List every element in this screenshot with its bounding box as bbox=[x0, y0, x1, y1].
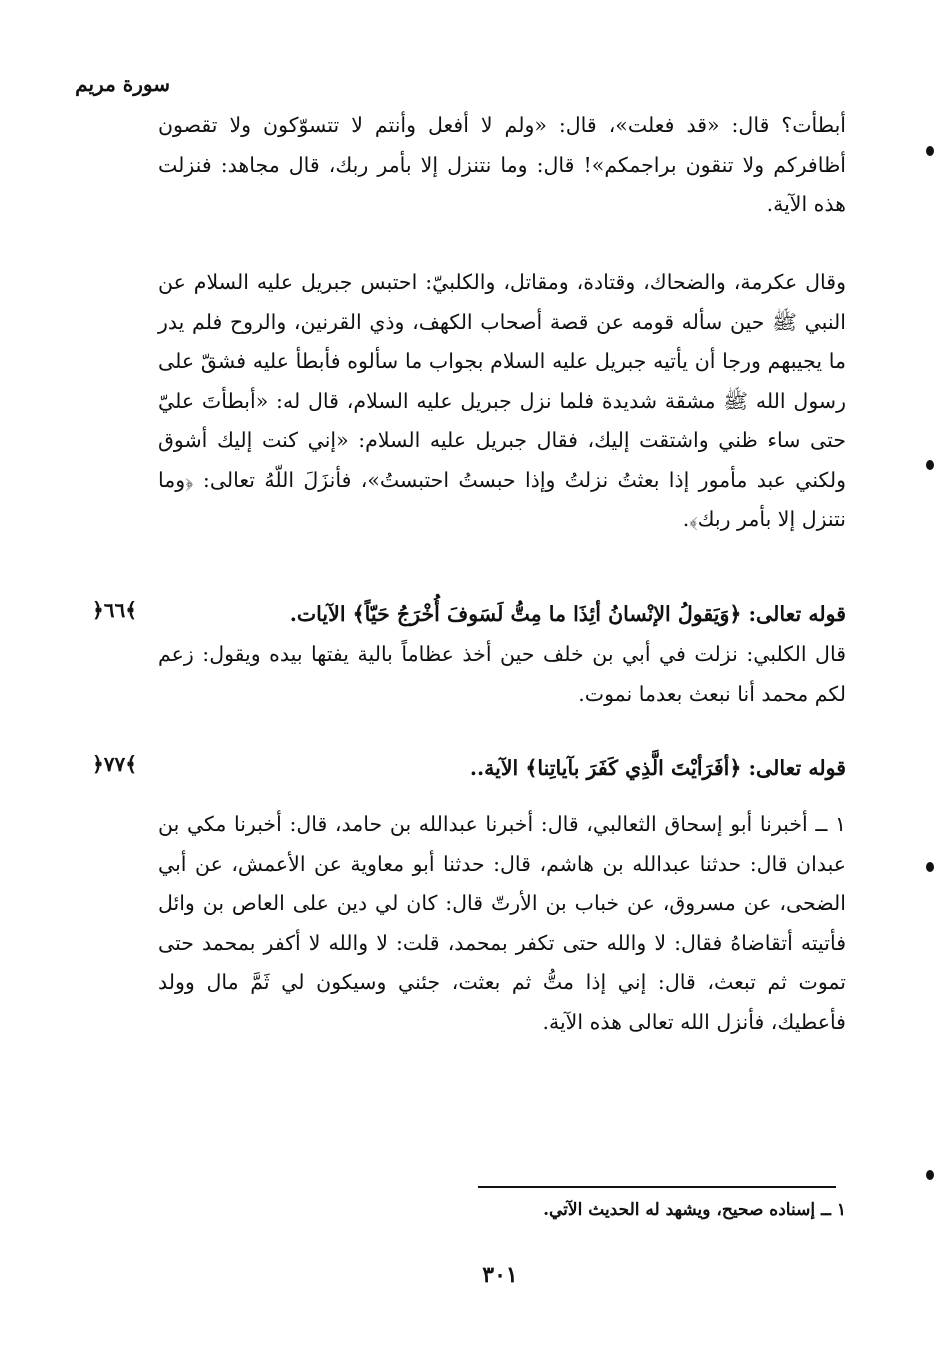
binding-hole-mark bbox=[926, 146, 934, 156]
footnote-divider bbox=[478, 1186, 836, 1188]
page-number: ٣٠١ bbox=[482, 1262, 518, 1288]
verse-66-commentary: قال الكلبي: نزلت في أبي بن خلف حين أخذ عظاماً بالية يفتها بيده ويقول: زعم لكم محمد أنا نبعث بعدما نموت. bbox=[158, 642, 846, 706]
footnote: ١ ــ إسناده صحيح، ويشهد له الحديث الآتي. bbox=[543, 1200, 846, 1220]
verse-66-heading: قوله تعالى: ﴿وَيَقولُ الإنْسانُ أئِذَا ما مِتُّ لَسَوفَ أُخْرَجُ حَيّاً﴾ الآيات. bbox=[289, 602, 846, 626]
verse-66-number: ﴿٦٦﴾ bbox=[92, 598, 137, 622]
binding-hole-mark bbox=[926, 862, 934, 872]
paragraph-jibril-delay: وقال عكرمة، والضحاك، وقتادة، ومقاتل، والكلبيّ: احتبس جبريل عليه السلام عن النبي ﷺ حين سأله قومه عن قصة أصحاب الكهف، وذي القرنين، والروح فلم يدر ما يجيبهم ورجا أن يأتيه جبريل عليه السلام بجواب ما سألوه فأبطأ عليه فشقّ على رسول الله ﷺ مشقة شديدة فلما نزل جبريل عليه السلام، قال له: «أبطأتَ عليّ حتى ساء ظني واشتقت إليك، فقال جبريل عليه السلام: «إني كنت إليك أشوق ولكني عبد مأمور إذا بعثتُ نزلتُ وإذا حبستُ احتبستُ»، فأنزَلَ اللّهُ تعالى: ﴿وما نتنزل إلا بأمر ربك﴾. bbox=[158, 270, 846, 531]
verse-77-number: ﴿٧٧﴾ bbox=[92, 752, 137, 776]
surah-running-header: سورة مريم bbox=[75, 72, 170, 96]
binding-hole-mark bbox=[926, 460, 934, 470]
binding-hole-mark bbox=[926, 1170, 934, 1180]
paragraph-abtaat: أبطأت؟ قال: «قد فعلت»، قال: «ولم لا أفعل وأنتم لا تتسوّكون ولا تقصون أظافركم ولا تنقون براجمكم»! قال: وما نتنزل إلا بأمر ربك، قال مجاهد: فنزلت هذه الآية. bbox=[158, 113, 846, 216]
verse-77-hadith: ١ ــ أخبرنا أبو إسحاق الثعالبي، قال: أخبرنا عبدالله بن حامد، قال: أخبرنا مكي بن عبدان قال: حدثنا عبدالله بن هاشم، قال: حدثنا أبو معاوية عن الأعمش، عن أبي الضحى، عن مسروق، عن خباب بن الأرتّ قال: كان لي دين على العاص بن وائل فأتيته أتقاضاهُ فقال: لا والله حتى تكفر بمحمد، قلت: لا والله لا أكفر بمحمد حتى تموت ثم تبعث، قال: إني إذا متُّ ثم بعثت، جئني وسيكون لي ثَمَّ مال وولد فأعطيك، فأنزل الله تعالى هذه الآية. bbox=[158, 812, 846, 1034]
verse-77-heading: قوله تعالى: ﴿أفَرَأيْتَ الَّذِي كَفَرَ بآياتِنا﴾ الآية.. bbox=[469, 756, 846, 780]
